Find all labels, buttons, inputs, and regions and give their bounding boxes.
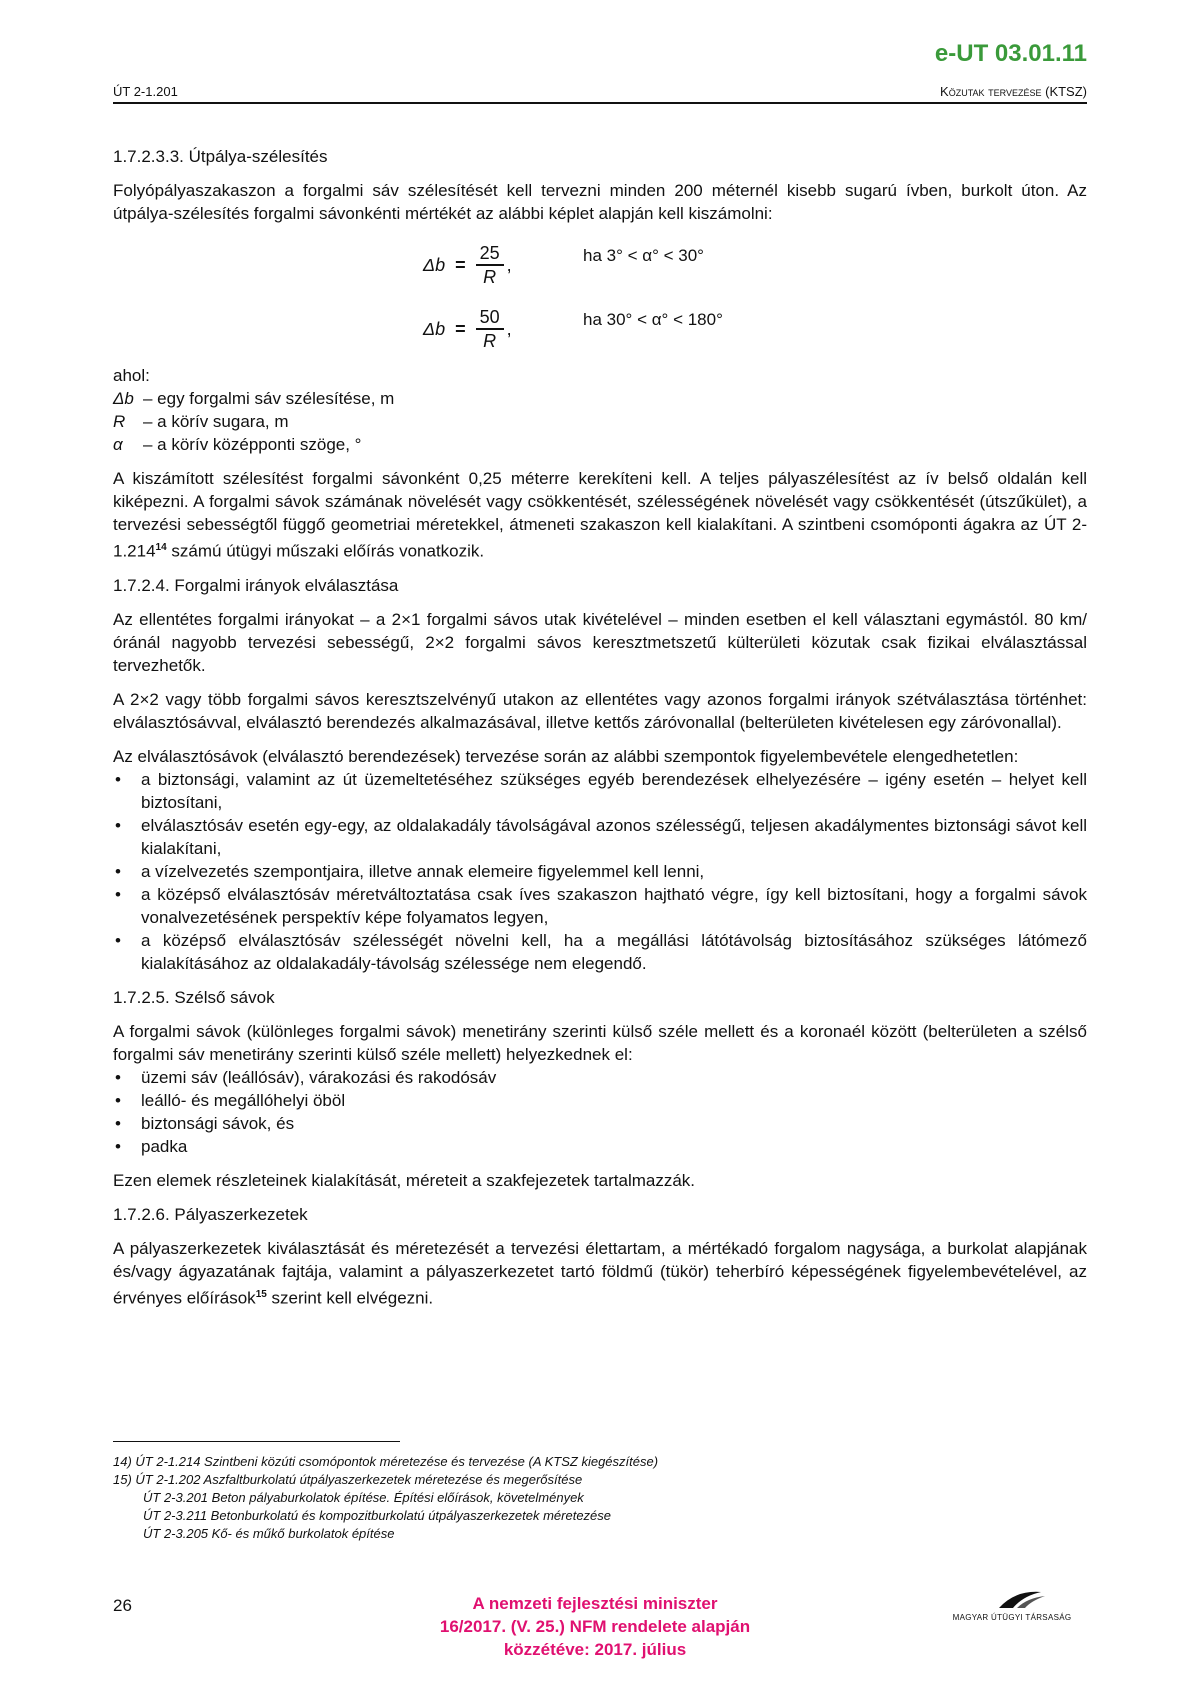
formula-lhs: Δb: [423, 318, 446, 339]
page-body: [113, 145, 1087, 1320]
footnote: 15) ÚT 2-1.202 Aszfaltburkolatú útpályaszerkezetek méretezése és megerősítése: [113, 1472, 583, 1487]
formula-lhs: Δb: [423, 254, 446, 275]
variable-definitions: [113, 364, 1087, 456]
definition-text: – a körív sugara, m: [143, 412, 289, 431]
paragraph-text: szerint kell elvégezni.: [266, 1288, 434, 1308]
definition-text: – egy forgalmi sáv szélesítése, m: [143, 389, 395, 408]
list-item: • a vízelvezetés szempontjaira, illetve annak elemeire figyelemmel kell lenni,: [113, 860, 1087, 883]
footnote-divider: [113, 1441, 400, 1442]
definition-symbol: R: [113, 412, 126, 431]
list-item: • a biztonsági, valamint az út üzemeltetéséhez szükséges egyéb berendezések elhelyezésére – igény esetén – helyet kell biztosítani,: [113, 768, 1087, 814]
formula-condition: ha 30° < α° < 180°: [583, 310, 723, 329]
paragraph: Az ellentétes forgalmi irányokat – a 2×1 forgalmi sávos utak kivételével – minden esetben el kell választani egymástól. 80 km/óránál nagyobb tervezési sebességű, 2×2 forgalmi sávos keresztmetszetű külterületi közutak csak fizikai elválasztással tervezhetők.: [113, 609, 1087, 675]
fraction-numerator: 25: [476, 242, 504, 266]
paragraph: Ezen elemek részleteinek kialakítását, méreteit a szakfejezetek tartalmazzák.: [113, 1170, 696, 1190]
publisher-line: közzétéve: 2017. július: [503, 1640, 687, 1659]
paragraph: A forgalmi sávok (különleges forgalmi sávok) menetirány szerinti külső széle mellett és a koronaél között (belterületen a szélső forgalmi sáv menetirány szerinti külső széle mellett) helyezkednek el:: [113, 1021, 1087, 1064]
publisher-line: A nemzeti fejlesztési miniszter: [472, 1594, 718, 1613]
formula-equals: =: [455, 254, 466, 275]
definition-row: [113, 410, 1087, 433]
paragraph-text: A kiszámított szélesítést forgalmi sávonként 0,25 méterre kerekíteni kell. A teljes pályaszélesítést az ív belső oldalán kell kiképezni. A forgalmi sávok számának növelését vagy csökkentését, szélességének növelését vagy csökkentését (útszűkület), a tervezési sebességtől függő geometriai méretekkel, átmeneti szakaszon kell kialakítani. A szintbeni csomóponti ágakra az ÚT 2-1.214: [113, 469, 1087, 561]
paragraph: [113, 467, 1087, 563]
formula-comma: ,: [506, 318, 512, 339]
paragraph-text: számú útügyi műszaki előírás vonatkozik.: [166, 541, 485, 561]
society-logo: [937, 1588, 1087, 1622]
fraction-denominator: R: [483, 267, 497, 287]
definition-row: [113, 387, 1087, 410]
formula-condition: ha 3° < α° < 30°: [583, 246, 704, 265]
footnote-ref: 15: [255, 1288, 267, 1300]
section-heading-edge-lanes: 1.7.2.5. Szélső sávok: [113, 987, 275, 1007]
list-item: • a középső elválasztósáv méretváltoztatása csak íves szakaszon hajtható végre, így kell biztosítani, hogy a forgalmi sávok vonalvezetésének perspektív képe folyamatos legyen,: [113, 883, 1087, 929]
paragraph-text: A pályaszerkezetek kiválasztását és méretezését a tervezési élettartam, a mértékadó forgalom nagysága, a burkolat alapjának és/vagy ágyazatának fajtája, valamint a pályaszerkezetet tartó földmű (tükör) teherbíró képességének figyelembevételével, az érvényes előírások: [113, 1238, 1087, 1308]
list-item: • üzemi sáv (leállósáv), várakozási és rakodósáv: [113, 1066, 1087, 1089]
standard-id: ÚT 2-1.201: [113, 84, 178, 99]
paragraph: Folyópályaszakaszon a forgalmi sáv szélesítését kell tervezni minden 200 méternél kisebb sugarú ívben, burkolt úton. Az útpálya-szélesítés forgalmi sávonkénti mértékét az alábbi képlet alapján kell kiszámolni:: [113, 181, 1087, 223]
footnote: 14) ÚT 2-1.214 Szintbeni közúti csomópontok méretezése és tervezése (A KTSZ kiegészítése): [113, 1454, 659, 1469]
logo-text: MAGYAR ÚTÜGYI TÁRSASÁG: [952, 1613, 1072, 1622]
publisher-line: 16/2017. (V. 25.) NFM rendelete alapján: [439, 1617, 751, 1636]
footnotes: [113, 1453, 658, 1543]
formula-1: [113, 236, 1087, 300]
paragraph: A 2×2 vagy több forgalmi sávos keresztszelvényű utakon az ellentétes vagy azonos forgalmi irányok szétválasztása történhet: elválasztósávval, elválasztó berendezés alkalmazásával, illetve kettős záróvonallal (belterületen kivételesen egy záróvonallal).: [113, 689, 1087, 732]
paragraph: Az elválasztósávok (elválasztó berendezések) tervezése során az alábbi szempontok figyelembevétele elengedhetetlen:: [113, 746, 1019, 766]
bullet-list: [113, 768, 1087, 975]
page-number: 26: [113, 1596, 132, 1615]
formula-2: [113, 300, 1087, 364]
footnote: ÚT 2-3.201 Beton pályaburkolatok építése. Építési előírások, követelmények: [143, 1490, 584, 1505]
bullet-list: [113, 1066, 1087, 1158]
list-item: • biztonsági sávok, és: [113, 1112, 1087, 1135]
standard-title: Közutak tervezése (KTSZ): [940, 84, 1087, 99]
definitions-intro: ahol:: [113, 366, 150, 385]
list-item: • leálló- és megállóhelyi öböl: [113, 1089, 1087, 1112]
road-swoosh-icon: [937, 1588, 1087, 1610]
header-divider: [113, 102, 1087, 104]
section-heading-widening: 1.7.2.3.3. Útpálya-szélesítés: [113, 147, 328, 166]
document-code: e-UT 03.01.11: [934, 40, 1087, 67]
list-item: • padka: [113, 1135, 1087, 1158]
footnote: ÚT 2-3.205 Kő- és műkő burkolatok építése: [143, 1526, 395, 1541]
footnote-ref: 14: [155, 542, 167, 553]
fraction-numerator: 50: [476, 306, 504, 330]
section-heading-separation: 1.7.2.4. Forgalmi irányok elválasztása: [113, 575, 399, 595]
paragraph: [113, 1237, 1087, 1310]
definition-row: [113, 433, 1087, 456]
list-item: • a középső elválasztósáv szélességét növelni kell, ha a megállási látótávolság biztosításához szükséges látómező kialakításához az oldalakadály-távolság szélessége nem elegendő.: [113, 929, 1087, 975]
formula-equals: =: [455, 318, 466, 339]
fraction: [476, 242, 504, 288]
definition-text: – a körív középponti szöge, °: [143, 435, 362, 454]
formula-comma: ,: [506, 254, 512, 275]
fraction: [476, 306, 504, 352]
fraction-denominator: R: [483, 331, 497, 351]
list-item: • elválasztósáv esetén egy-egy, az oldalakadály távolságával azonos szélességű, teljesen akadálymentes biztonsági sávot kell kialakítani,: [113, 814, 1087, 860]
definition-symbol: Δb: [113, 389, 134, 408]
definition-symbol: α: [113, 435, 123, 454]
footnote: ÚT 2-3.211 Betonburkolatú és kompozitburkolatú útpályaszerkezetek méretezése: [143, 1508, 612, 1523]
section-heading-pavement: 1.7.2.6. Pályaszerkezetek: [113, 1204, 308, 1224]
